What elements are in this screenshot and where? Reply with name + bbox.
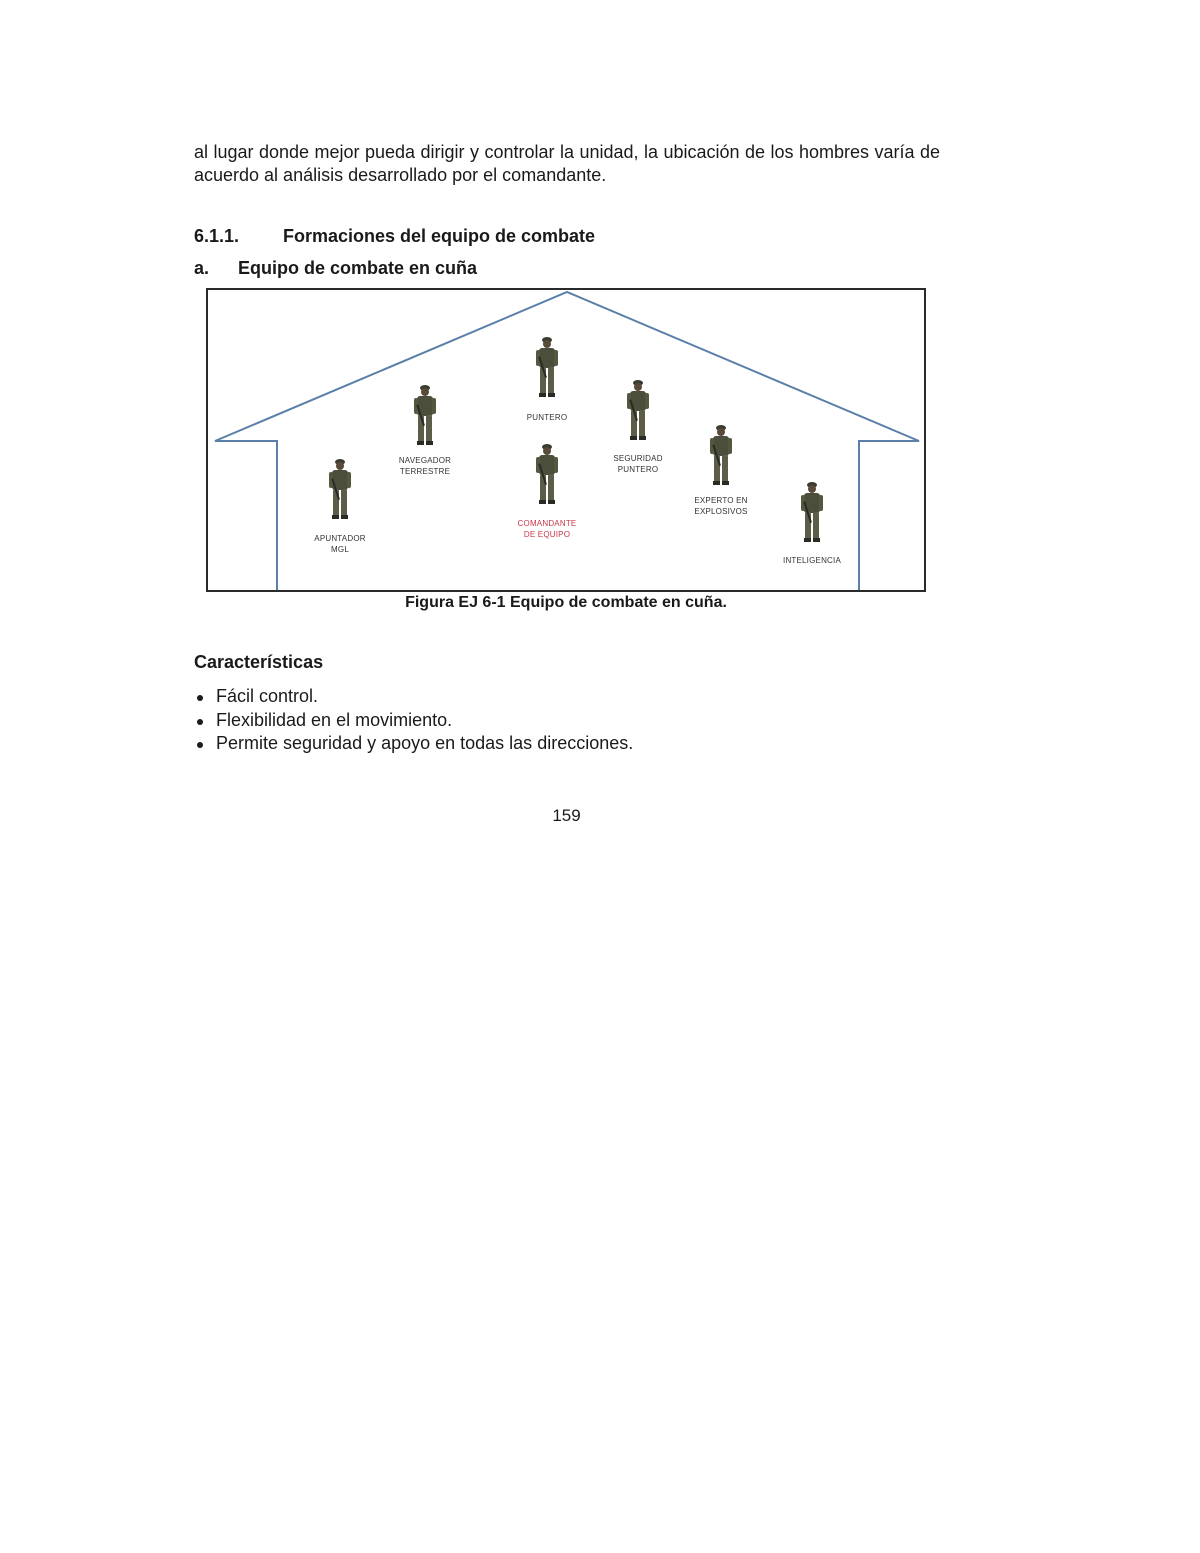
bullet-icon (197, 695, 203, 701)
figure-caption: Figura EJ 6-1 Equipo de combate en cuña. (405, 594, 727, 611)
soldier-label: NAVEGADOR TERRESTRE (398, 456, 452, 476)
subsection-title: Equipo de combate en cuña (238, 258, 478, 278)
section-heading (194, 226, 595, 247)
body-paragraph: al lugar donde mejor pueda dirigir y controlar la unidad, la ubicación de los hombres varía de acuerdo al análisis desarrollado por el comandante. (194, 142, 940, 185)
bullet-icon (197, 742, 203, 748)
bullet-icon (197, 719, 203, 725)
soldier-label: SEGURIDAD PUNTERO (613, 454, 663, 474)
characteristics-list (194, 685, 633, 756)
soldier-label: INTELIGENCIA (783, 556, 841, 565)
section-title: Formaciones del equipo de combate (283, 226, 596, 246)
subsection-heading (194, 258, 477, 279)
wedge-formation-figure (206, 288, 926, 592)
list-item-text: Permite seguridad y apoyo en todas las direcciones. (216, 733, 634, 753)
characteristics-title: Características (194, 652, 324, 672)
soldier-label: EXPERTO EN EXPLOSIVOS (694, 496, 748, 516)
section-number: 6.1.1. (194, 226, 240, 246)
list-item (194, 732, 633, 756)
list-item-text: Flexibilidad en el movimiento. (216, 709, 453, 730)
soldier-label: COMANDANTE DE EQUIPO (517, 519, 577, 539)
subsection-letter: a. (194, 258, 210, 278)
list-item (194, 685, 633, 709)
soldier-label: APUNTADOR MGL (314, 534, 366, 554)
page-number: 159 (552, 806, 581, 825)
list-item-text: Fácil control. (216, 686, 319, 706)
soldier-label: PUNTERO (526, 413, 568, 422)
list-item (194, 709, 633, 733)
